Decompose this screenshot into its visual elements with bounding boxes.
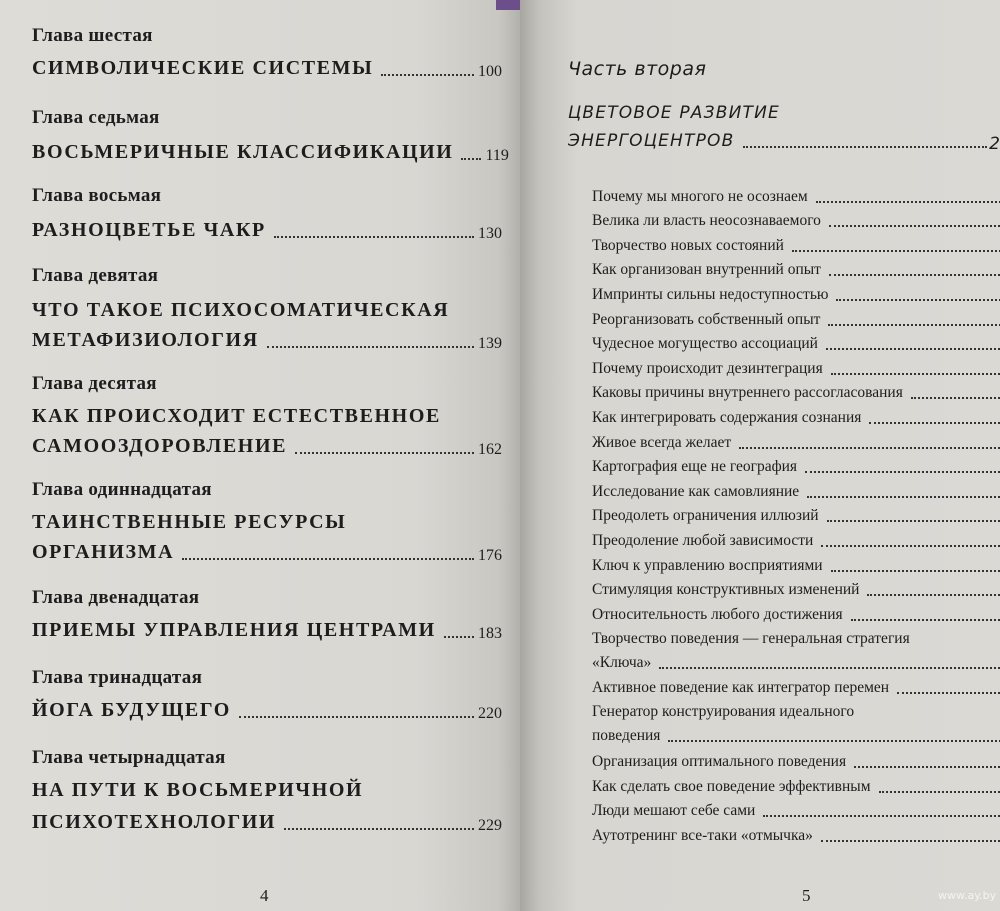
chapter-title: ЙОГА БУДУЩЕГО — [32, 699, 231, 721]
leader-dots — [828, 324, 1000, 326]
chapter-title-row — [32, 138, 509, 166]
part-title-row — [568, 128, 1000, 154]
leader-dots — [668, 740, 1000, 742]
chapter-12 — [32, 586, 502, 644]
leader-dots — [831, 373, 1000, 375]
toc-item — [592, 553, 1000, 578]
leader-dots — [826, 348, 1000, 350]
leader-dots — [739, 447, 1000, 449]
chapter-page: 162 — [478, 441, 502, 458]
toc-item — [592, 799, 1000, 824]
chapter-label: Глава четырнадцатая — [32, 747, 226, 768]
toc-item — [592, 676, 1000, 701]
toc-item-text: Организация оптимального поведения — [592, 753, 847, 771]
chapter-6 — [32, 24, 502, 82]
leader-dots — [816, 201, 1000, 203]
toc-item-text: Картография еще не география — [592, 458, 798, 476]
toc-item — [592, 282, 1000, 307]
leader-dots — [831, 570, 1000, 572]
chapter-label: Глава двенадцатая — [32, 587, 200, 608]
chapter-title-line-1: КАК ПРОИСХОДИТ ЕСТЕСТВЕННОЕ — [32, 405, 441, 427]
toc-list — [592, 184, 1000, 848]
toc-item — [592, 381, 1000, 406]
leader-dots — [284, 828, 474, 830]
leader-dots — [869, 422, 1000, 424]
chapter-title: ВОСЬМЕРИЧНЫЕ КЛАССИФИКАЦИИ — [32, 141, 454, 163]
chapter-title-row — [32, 696, 502, 724]
toc-item-text: Как интегрировать содержания сознания — [592, 408, 862, 426]
chapter-page: 130 — [478, 225, 502, 242]
chapter-7 — [32, 106, 509, 166]
chapter-title-line-1: ЧТО ТАКОЕ ПСИХОСОМАТИЧЕСКАЯ — [32, 299, 450, 321]
leader-dots — [867, 594, 1000, 596]
leader-dots — [911, 397, 1000, 399]
chapter-label: Глава девятая — [32, 265, 159, 286]
chapter-page: 176 — [478, 547, 502, 564]
toc-item-text: Чудесное могущество ассоциаций — [592, 335, 818, 353]
leader-dots — [805, 471, 1000, 473]
chapter-page: 139 — [478, 335, 502, 352]
leader-dots — [659, 667, 1000, 669]
leader-dots — [821, 840, 1000, 842]
toc-item-text: Люди мешают себе сами — [592, 802, 756, 820]
watermark: www.ay.by — [938, 889, 997, 902]
toc-item — [592, 233, 1000, 258]
toc-item — [592, 455, 1000, 480]
chapter-page: 100 — [478, 63, 502, 80]
leader-dots — [239, 716, 474, 718]
leader-dots — [836, 299, 1000, 301]
toc-item-text-line-2: поведения — [592, 727, 661, 745]
leader-dots — [829, 225, 1000, 227]
toc-item-two-line — [592, 700, 1000, 749]
toc-item-text: Велика ли власть неосознаваемого — [592, 212, 821, 230]
leader-dots — [743, 146, 988, 148]
chapter-label: Глава тринадцатая — [32, 667, 203, 688]
toc-item-text: Живое всегда желает — [592, 433, 732, 451]
chapter-label: Глава седьмая — [32, 107, 160, 128]
page-number-right: 5 — [802, 886, 811, 905]
toc-item-text: Стимуляция конструктивных изменений — [592, 581, 860, 599]
chapter-10 — [32, 372, 502, 460]
chapter-13 — [32, 666, 502, 724]
leader-dots — [763, 815, 1000, 817]
leader-dots — [792, 250, 1000, 252]
chapter-8 — [32, 184, 502, 244]
toc-item — [592, 528, 1000, 553]
chapter-title-line-2: САМООЗДОРОВЛЕНИЕ — [32, 435, 288, 457]
chapter-title-line-2: МЕТАФИЗИОЛОГИЯ — [32, 329, 259, 351]
toc-item — [592, 184, 1000, 209]
chapter-title-row — [32, 326, 502, 354]
chapter-page: 220 — [478, 705, 502, 722]
leader-dots — [444, 636, 474, 638]
chapter-title-row — [32, 54, 502, 82]
chapter-title-row — [32, 216, 502, 244]
chapter-label: Глава шестая — [32, 25, 153, 46]
toc-item — [592, 307, 1000, 332]
toc-item-text: Реорганизовать собственный опыт — [592, 310, 821, 328]
toc-item-text-line-1: Генератор конструирования идеального — [592, 703, 855, 721]
toc-item — [592, 479, 1000, 504]
chapter-14 — [32, 746, 502, 836]
toc-item-text: Преодолеть ограничения иллюзий — [592, 507, 819, 525]
part-label: Часть вторая — [568, 58, 707, 80]
chapter-label: Глава восьмая — [32, 185, 162, 206]
chapter-title-line-2: ОРГАНИЗМА — [32, 541, 175, 563]
toc-item-text: Каковы причины внутреннего рассогласования — [592, 384, 903, 402]
chapter-title-line-1: ТАИНСТВЕННЫЕ РЕСУРСЫ — [32, 511, 347, 533]
chapter-title-row — [32, 616, 502, 644]
chapter-page: 229 — [478, 817, 502, 834]
chapter-page: 183 — [478, 625, 502, 642]
leader-dots — [381, 74, 474, 76]
toc-item — [592, 356, 1000, 381]
toc-item — [592, 258, 1000, 283]
chapter-title-row — [32, 808, 502, 836]
chapter-page: 119 — [485, 147, 509, 164]
toc-item-text: Почему происходит дезинтеграция — [592, 359, 823, 377]
leader-dots — [267, 346, 474, 348]
chapter-11 — [32, 478, 502, 566]
toc-item — [592, 774, 1000, 799]
part-title-line-2: ЭНЕРГОЦЕНТРОВ — [568, 131, 735, 151]
part-title-line-1: ЦВЕТОВОЕ РАЗВИТИЕ — [568, 103, 780, 123]
toc-item — [592, 750, 1000, 775]
chapter-label: Глава десятая — [32, 373, 157, 394]
toc-item — [592, 578, 1000, 603]
leader-dots — [182, 558, 474, 560]
leader-dots — [854, 766, 1000, 768]
leader-dots — [897, 692, 1000, 694]
toc-item — [592, 332, 1000, 357]
leader-dots — [879, 791, 1000, 793]
toc-item-line-2-row — [592, 651, 1000, 675]
toc-item-text: Относительность любого достижения — [592, 605, 843, 623]
toc-item-text: Исследование как самовлияние — [592, 482, 800, 500]
toc-item — [592, 405, 1000, 430]
leader-dots — [827, 520, 1000, 522]
chapter-label: Глава одиннадцатая — [32, 479, 212, 500]
toc-item-text: Преодоление любой зависимости — [592, 531, 814, 549]
toc-item-text: Ключ к управлению восприятиями — [592, 556, 823, 574]
bookmark-ribbon — [496, 0, 520, 10]
toc-item-text: Активное поведение как интегратор перемен — [592, 679, 890, 697]
toc-item-text: Импринты сильны недоступностью — [592, 285, 829, 303]
chapter-title-row — [32, 432, 502, 460]
leader-dots — [461, 158, 481, 160]
toc-item-text: Творчество новых состояний — [592, 236, 784, 254]
leader-dots — [807, 496, 1000, 498]
toc-item-line-2-row — [592, 724, 1000, 748]
toc-item-text-line-1: Творчество поведения — генеральная стратегия — [592, 629, 910, 647]
toc-item — [592, 504, 1000, 529]
chapter-9 — [32, 264, 502, 354]
leader-dots — [274, 236, 474, 238]
toc-item-text-line-2: «Ключа» — [592, 653, 652, 671]
chapter-title: ПРИЕМЫ УПРАВЛЕНИЯ ЦЕНТРАМИ — [32, 619, 436, 641]
leader-dots — [851, 619, 1000, 621]
toc-item-text: Почему мы многого не осознаем — [592, 187, 808, 205]
chapter-title-line-2: ПСИХОТЕХНОЛОГИИ — [32, 811, 277, 833]
page-number-left: 4 — [260, 886, 269, 905]
toc-item-text: Как организован внутренний опыт — [592, 261, 821, 279]
leader-dots — [829, 274, 1000, 276]
toc-item — [592, 209, 1000, 234]
part-page: 2 — [989, 134, 1000, 154]
toc-item — [592, 430, 1000, 455]
toc-item-text: Аутотренинг все-таки «отмычка» — [592, 827, 813, 845]
toc-item-two-line — [592, 627, 1000, 676]
toc-item-text: Как сделать свое поведение эффективным — [592, 777, 871, 795]
toc-item — [592, 602, 1000, 627]
chapter-title-row — [32, 538, 502, 566]
chapter-title: РАЗНОЦВЕТЬЕ ЧАКР — [32, 219, 266, 241]
chapter-title: СИМВОЛИЧЕСКИЕ СИСТЕМЫ — [32, 57, 374, 79]
leader-dots — [295, 452, 474, 454]
leader-dots — [821, 545, 1000, 547]
toc-item — [592, 823, 1000, 848]
chapter-title-line-1: НА ПУТИ К ВОСЬМЕРИЧНОЙ — [32, 779, 364, 801]
